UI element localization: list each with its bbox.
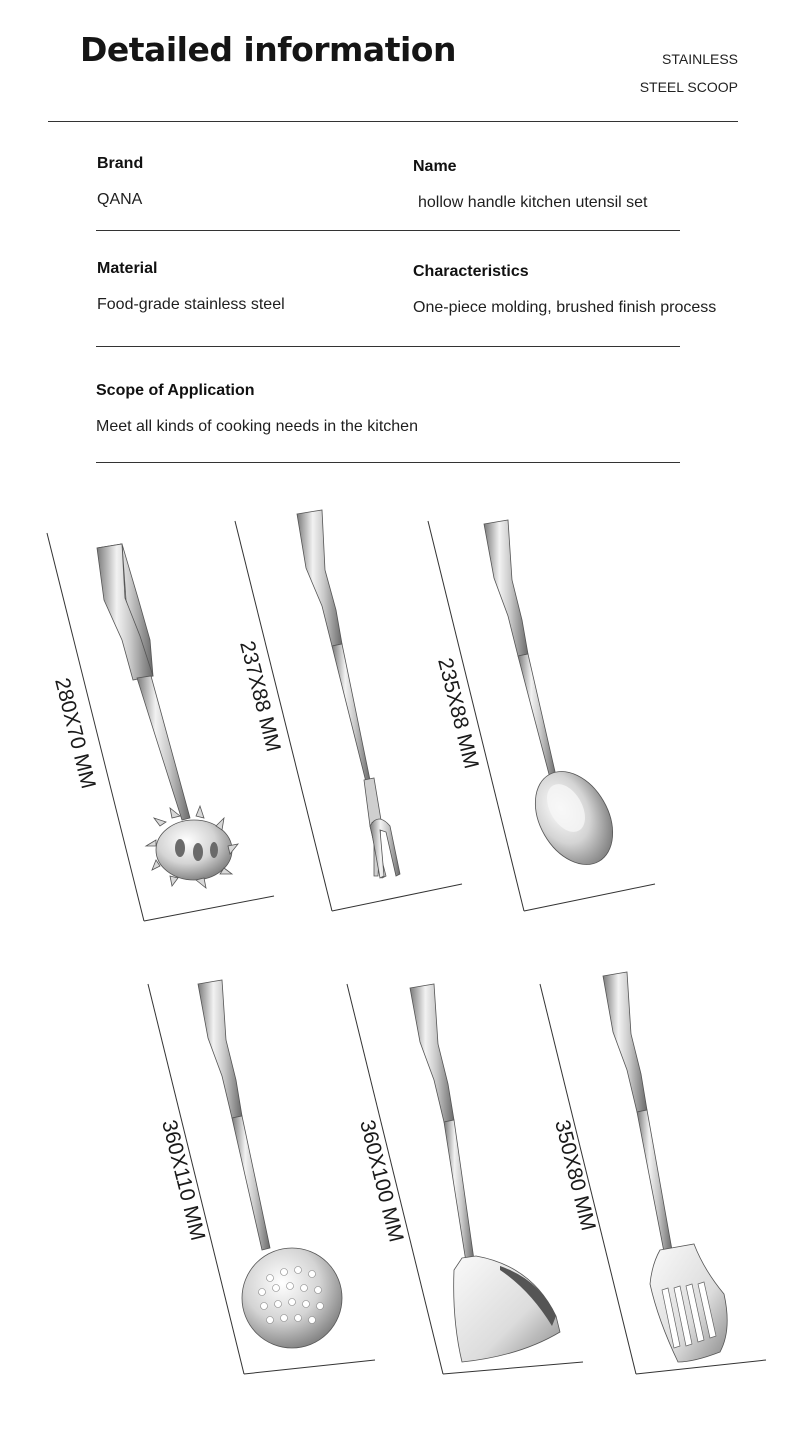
meat-fork-illustration	[235, 510, 462, 911]
dimension-line	[524, 884, 655, 911]
spec-scope-value: Meet all kinds of cooking needs in the kitchen	[96, 418, 418, 435]
dimension-label: 360X100 MM	[355, 1117, 408, 1245]
serving-spoon-illustration	[428, 520, 655, 911]
dimension-line	[332, 884, 462, 911]
serving-spoon-icon	[484, 520, 628, 878]
wok-spatula-illustration	[347, 984, 583, 1374]
spec-name-value: hollow handle kitchen utensil set	[418, 194, 648, 211]
spec-material-value: Food-grade stainless steel	[97, 296, 285, 313]
skimmer-icon	[198, 980, 342, 1348]
product-type-line-1: STAINLESS	[662, 51, 738, 67]
dimension-label: 235X88 MM	[433, 655, 483, 772]
dimension-line	[636, 1360, 766, 1374]
spec-characteristics-label: Characteristics	[413, 263, 529, 280]
dimension-line	[443, 1362, 583, 1374]
dimension-label: 237X88 MM	[235, 638, 285, 755]
slotted-turner-icon	[603, 972, 727, 1362]
page-title: Detailed information	[80, 30, 456, 69]
dimension-label: 350X80 MM	[550, 1117, 600, 1234]
spec-scope-label: Scope of Application	[96, 382, 255, 399]
spec-name-label: Name	[413, 158, 457, 175]
slotted-turner-illustration	[540, 972, 766, 1374]
spec-brand-value: QANA	[97, 191, 143, 208]
skimmer-illustration	[148, 980, 375, 1374]
dimension-line	[244, 1360, 375, 1374]
dimension-label: 280X70 MM	[50, 675, 100, 792]
dimension-line	[148, 984, 244, 1374]
spec-material-label: Material	[97, 260, 158, 277]
pasta-server-illustration	[47, 533, 274, 921]
dimension-label: 360X110 MM	[157, 1117, 210, 1243]
wok-spatula-icon	[410, 984, 560, 1362]
pasta-server-icon	[97, 544, 238, 888]
spec-brand-label: Brand	[97, 155, 144, 172]
meat-fork-icon	[297, 510, 400, 878]
dimension-line	[144, 896, 274, 921]
spec-characteristics-value: One-piece molding, brushed finish process	[413, 299, 717, 316]
product-type-line-2: STEEL SCOOP	[639, 79, 738, 95]
